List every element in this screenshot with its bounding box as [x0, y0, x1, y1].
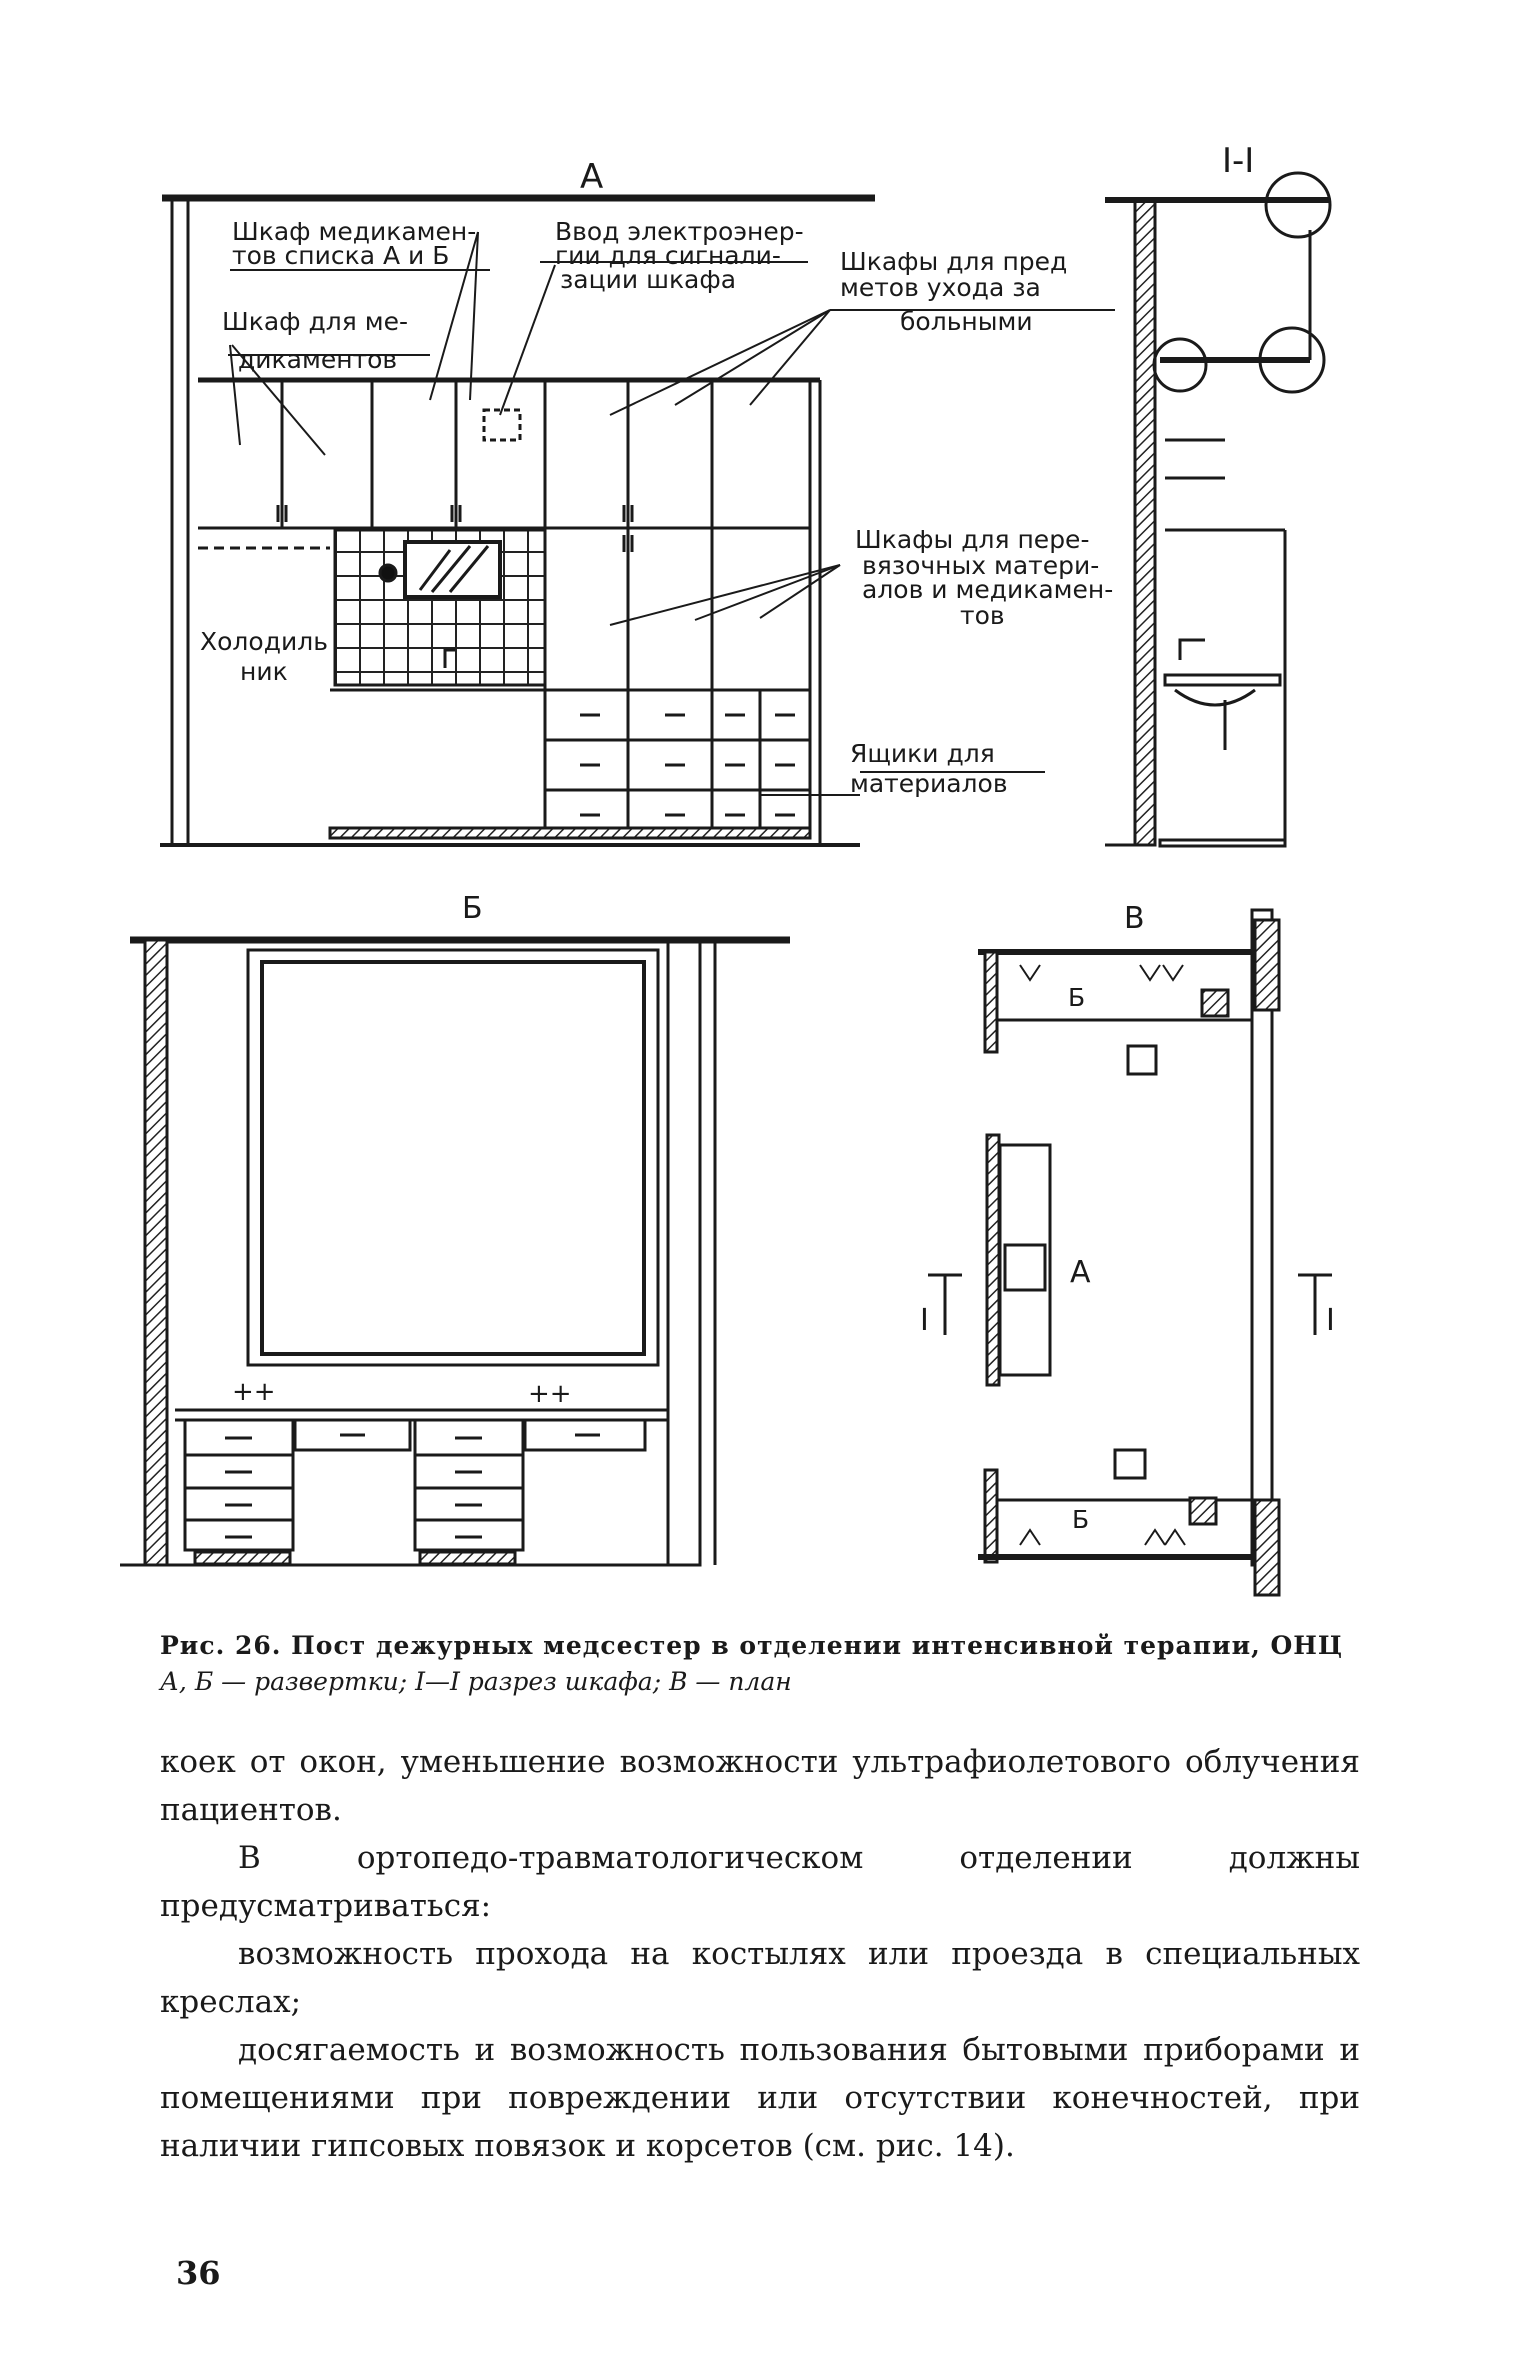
section-i-i	[1105, 173, 1330, 846]
figure-caption	[160, 1628, 1360, 1700]
label-drawers-2: материалов	[850, 769, 1008, 798]
label-care-cabinets-2: метов ухода за	[840, 273, 1041, 302]
plan-label-a: А	[1070, 1255, 1091, 1290]
section-title: I-I	[1222, 141, 1255, 181]
label-power-input-2: гии для сигнали-	[555, 241, 781, 270]
view-b-elevation	[120, 940, 790, 1565]
view-a-title: А	[580, 157, 604, 197]
label-fridge-1: Холодиль	[200, 627, 328, 656]
paragraph-3: возможность прохода на костылях или проезда в специальных креслах;	[160, 1936, 1360, 2020]
page-number: 36	[176, 2254, 221, 2292]
label-fridge-2: ник	[240, 657, 288, 686]
view-b-title: Б	[462, 891, 483, 926]
label-power-input-1: Ввод электроэнер-	[555, 217, 804, 246]
paragraph-4: досягаемость и возможность пользования бытовыми приборами и помещениями при повреждении или отсутствии конечностей, при наличии гипсовых повязок и корсетов (см. рис. 14).	[160, 2032, 1360, 2164]
caption-line-2: А, Б — развертки; I—I разрез шкафа; В — план	[160, 1667, 792, 1696]
cut-mark-left: I	[920, 1303, 929, 1338]
view-v-plan	[928, 910, 1332, 1595]
svg-text:++: ++	[528, 1379, 572, 1409]
caption-line-1: Рис. 26. Пост дежурных медсестер в отделении интенсивной терапии, ОНЦ	[160, 1631, 1344, 1660]
label-cabinet-list-ab-1: Шкаф медикамен-	[232, 217, 477, 246]
label-power-input-3: зации шкафа	[560, 265, 737, 294]
label-dressing-cabinets-3: алов и медикамен-	[862, 575, 1114, 604]
label-cabinet-list-ab-2: тов списка А и Б	[232, 241, 450, 270]
label-care-cabinets-1: Шкафы для пред	[840, 247, 1068, 276]
label-meds-cabinet-2: дикаментов	[238, 345, 398, 374]
label-dressing-cabinets-4: тов	[960, 601, 1005, 630]
label-dressing-cabinets-2: вязочных матери-	[862, 551, 1100, 580]
plan-label-b-bottom: Б	[1072, 1505, 1090, 1534]
body-text	[160, 1738, 1360, 2170]
svg-text:++: ++	[232, 1377, 276, 1407]
label-dressing-cabinets-1: Шкафы для пере-	[855, 525, 1090, 554]
cut-mark-right: I	[1326, 1303, 1335, 1338]
paragraph-1: коек от окон, уменьшение возможности ультрафиолетового облучения пациентов.	[160, 1744, 1360, 1828]
paragraph-2: В ортопедо-травматологическом отделении должны предусматриваться:	[160, 1840, 1360, 1924]
view-v-title: В	[1124, 901, 1145, 936]
label-drawers-1: Ящики для	[850, 739, 995, 768]
plan-label-b-top: Б	[1068, 983, 1086, 1012]
label-meds-cabinet-1: Шкаф для ме-	[222, 307, 408, 336]
label-care-cabinets-3: больными	[900, 307, 1033, 336]
